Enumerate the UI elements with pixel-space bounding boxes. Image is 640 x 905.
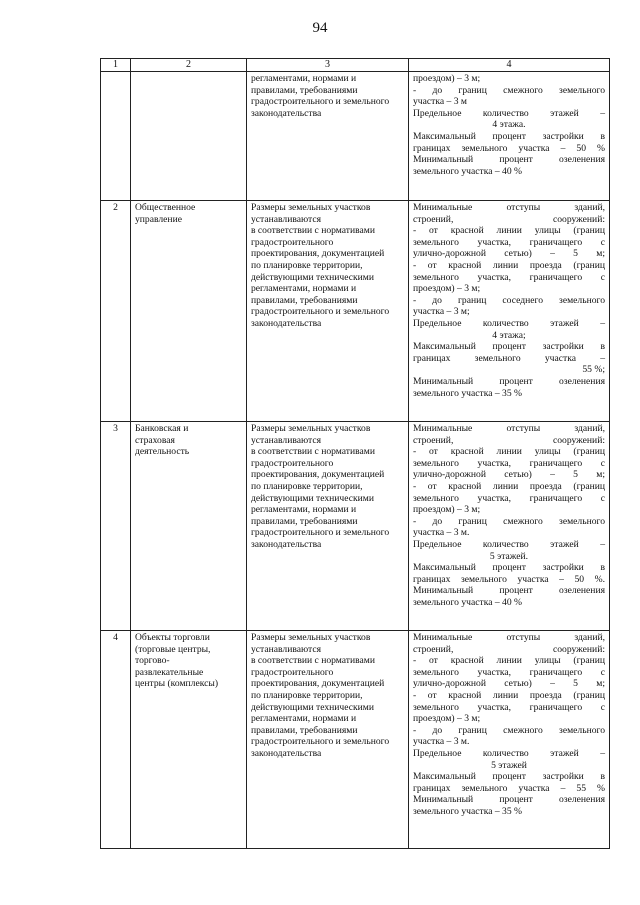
column-header: 3 bbox=[247, 59, 409, 72]
row-number-cell: 2 bbox=[101, 201, 131, 422]
cell-line: Минимальный процент озеленения bbox=[413, 794, 605, 806]
cell-line: законодательства bbox=[251, 538, 322, 550]
cell-line: по планировке территории, bbox=[251, 259, 363, 271]
parameters-cell bbox=[409, 631, 610, 849]
cell-line: действующими техническими bbox=[251, 492, 374, 504]
cell-line: земельного участка – 35 % bbox=[413, 805, 523, 817]
cell-line: проездом) – 3 м; bbox=[413, 283, 481, 295]
cell-line: земельного участка – 35 % bbox=[413, 387, 523, 399]
cell-line: страховая bbox=[135, 434, 175, 446]
regulations-table bbox=[100, 58, 610, 849]
cell-line: градостроительного и земельного bbox=[251, 96, 390, 108]
cell-line: границах земельного участка – 50 % bbox=[413, 142, 605, 154]
cell-line: - до границ смежного земельного bbox=[413, 515, 605, 527]
cell-line: - до границ соседнего земельного bbox=[413, 294, 605, 306]
cell-line: градостроительного и земельного bbox=[251, 527, 390, 539]
cell-line: градостроительного bbox=[251, 666, 334, 678]
cell-line: регламентами, нормами и bbox=[251, 283, 357, 295]
cell-line: в соответствии с нормативами bbox=[251, 446, 375, 458]
cell-line: Минимальный процент озеленения bbox=[413, 375, 605, 387]
cell-line: участка – 3 м. bbox=[413, 527, 470, 539]
cell-line: Минимальные отступы зданий, bbox=[413, 423, 605, 434]
cell-line: по планировке территории, bbox=[251, 689, 363, 701]
cell-line: земельного участка, граничащего с bbox=[413, 666, 605, 678]
cell-line: Минимальные отступы зданий, bbox=[413, 632, 605, 643]
cell-line: устанавливаются bbox=[251, 434, 322, 446]
cell-line: земельного участка, граничащего с bbox=[413, 271, 605, 283]
cell-line: Максимальный процент застройки в bbox=[413, 130, 605, 142]
cell-line: улично-дорожной сетью) – 5 м; bbox=[413, 248, 605, 260]
table-row bbox=[101, 422, 610, 631]
cell-line: Размеры земельных участков bbox=[251, 202, 371, 213]
cell-line: - от красной линии улицы (границ bbox=[413, 655, 605, 667]
cell-line: 5 этажей bbox=[491, 759, 527, 771]
cell-line: 4 этажа; bbox=[492, 329, 526, 341]
cell-line: участка – 3 м bbox=[413, 96, 467, 108]
cell-line: Размеры земельных участков bbox=[251, 423, 371, 434]
cell-line: - от красной линии проезда (границ bbox=[413, 259, 605, 271]
cell-line: - от красной линии проезда (границ bbox=[413, 480, 605, 492]
parameters-cell bbox=[409, 422, 610, 631]
cell-line: Минимальные отступы зданий, bbox=[413, 202, 605, 213]
cell-line: улично-дорожной сетью) – 5 м; bbox=[413, 469, 605, 481]
cell-line: градостроительного и земельного bbox=[251, 306, 390, 318]
table-header-row bbox=[101, 59, 610, 72]
cell-line: 55 %; bbox=[582, 364, 605, 376]
cell-line: проектирования, документацией bbox=[251, 248, 385, 260]
cell-line: (торговые центры, bbox=[135, 643, 211, 655]
cell-line: проектирования, документацией bbox=[251, 678, 385, 690]
cell-line: регламентами, нормами и bbox=[251, 713, 357, 725]
plot-size-cell bbox=[247, 631, 409, 849]
cell-line: Предельное количество этажей – bbox=[413, 107, 605, 119]
cell-line: - до границ смежного земельного bbox=[413, 724, 605, 736]
cell-line: Максимальный процент застройки в bbox=[413, 341, 605, 353]
cell-line: регламентами, нормами и bbox=[251, 504, 357, 516]
cell-line: Объекты торговли bbox=[135, 632, 210, 643]
cell-line: строений, сооружений: bbox=[413, 434, 605, 446]
cell-line: Общественное bbox=[135, 202, 196, 213]
cell-line: Банковская и bbox=[135, 423, 189, 434]
plot-size-cell bbox=[247, 422, 409, 631]
cell-line: - от красной линии проезда (границ bbox=[413, 689, 605, 701]
cell-line: земельного участка, граничащего с bbox=[413, 457, 605, 469]
cell-line: - от красной линии улицы (границ bbox=[413, 446, 605, 458]
cell-line: правилами, требованиями bbox=[251, 294, 358, 306]
cell-line: строений, сооружений: bbox=[413, 643, 605, 655]
cell-line: торгово- bbox=[135, 655, 170, 667]
cell-line: границах земельного участка – 50 %. bbox=[413, 573, 605, 585]
page-number: 94 bbox=[312, 20, 328, 36]
cell-line: проездом) – 3 м; bbox=[413, 504, 481, 516]
cell-line: Размеры земельных участков bbox=[251, 632, 371, 643]
column-header: 2 bbox=[131, 59, 247, 72]
cell-line: 5 этажей. bbox=[489, 550, 529, 562]
table-row bbox=[101, 72, 610, 201]
cell-line: 4 этажа. bbox=[492, 119, 526, 131]
cell-line: в соответствии с нормативами bbox=[251, 655, 375, 667]
cell-line: в соответствии с нормативами bbox=[251, 225, 375, 237]
cell-line: строений, сооружений: bbox=[413, 213, 605, 225]
cell-line: законодательства bbox=[251, 317, 322, 329]
cell-line: градостроительного и земельного bbox=[251, 736, 390, 748]
cell-line: земельного участка, граничащего с bbox=[413, 701, 605, 713]
cell-line: земельного участка – 40 % bbox=[413, 596, 523, 608]
cell-line: Предельное количество этажей – bbox=[413, 747, 605, 759]
table-row bbox=[101, 201, 610, 422]
cell-line: границах земельного участка – 55 % bbox=[413, 782, 605, 794]
cell-line: управление bbox=[135, 213, 182, 225]
use-type-cell bbox=[131, 201, 247, 422]
parameters-cell bbox=[409, 72, 610, 201]
cell-line: центры (комплексы) bbox=[135, 678, 219, 690]
cell-line: регламентами, нормами и bbox=[251, 73, 357, 84]
cell-line: земельного участка, граничащего с bbox=[413, 492, 605, 504]
row-number-cell: 4 bbox=[101, 631, 131, 849]
cell-line: проездом) – 3 м; bbox=[413, 73, 481, 84]
cell-line: законодательства bbox=[251, 747, 322, 759]
cell-line: действующими техническими bbox=[251, 271, 374, 283]
cell-line: правилами, требованиями bbox=[251, 724, 358, 736]
cell-line: земельного участка – 40 % bbox=[413, 165, 523, 177]
cell-line: участка – 3 м. bbox=[413, 736, 470, 748]
cell-line: границах земельного участка – bbox=[413, 352, 605, 364]
cell-line: Предельное количество этажей – bbox=[413, 538, 605, 550]
cell-line: правилами, требованиями bbox=[251, 515, 358, 527]
cell-line: правилами, требованиями bbox=[251, 84, 358, 96]
plot-size-cell bbox=[247, 201, 409, 422]
column-header: 1 bbox=[101, 59, 131, 72]
row-number-cell: 3 bbox=[101, 422, 131, 631]
cell-line: Максимальный процент застройки в bbox=[413, 562, 605, 574]
cell-line: улично-дорожной сетью) – 5 м; bbox=[413, 678, 605, 690]
cell-line: - от красной линии улицы (границ bbox=[413, 225, 605, 237]
row-number-cell bbox=[101, 72, 131, 201]
cell-line: проектирования, документацией bbox=[251, 469, 385, 481]
cell-line: развлекательные bbox=[135, 666, 204, 678]
cell-line: устанавливаются bbox=[251, 643, 322, 655]
parameters-cell bbox=[409, 201, 610, 422]
cell-line: действующими техническими bbox=[251, 701, 374, 713]
cell-line: деятельность bbox=[135, 446, 190, 458]
use-type-cell bbox=[131, 631, 247, 849]
cell-line: Минимальный процент озеленения bbox=[413, 154, 605, 166]
cell-line: градостроительного bbox=[251, 457, 334, 469]
use-type-cell bbox=[131, 422, 247, 631]
cell-line: Максимальный процент застройки в bbox=[413, 771, 605, 783]
cell-line: по планировке территории, bbox=[251, 480, 363, 492]
cell-line: земельного участка, граничащего с bbox=[413, 236, 605, 248]
cell-line: устанавливаются bbox=[251, 213, 322, 225]
cell-line: законодательства bbox=[251, 107, 322, 119]
cell-line: проездом) – 3 м; bbox=[413, 713, 481, 725]
cell-line: участка – 3 м; bbox=[413, 306, 470, 318]
plot-size-cell bbox=[247, 72, 409, 201]
table-row bbox=[101, 631, 610, 849]
use-type-cell bbox=[131, 72, 247, 201]
cell-line: Минимальный процент озеленения bbox=[413, 585, 605, 597]
cell-line: - до границ смежного земельного bbox=[413, 84, 605, 96]
column-header: 4 bbox=[409, 59, 610, 72]
cell-line: Предельное количество этажей – bbox=[413, 317, 605, 329]
cell-line: градостроительного bbox=[251, 236, 334, 248]
